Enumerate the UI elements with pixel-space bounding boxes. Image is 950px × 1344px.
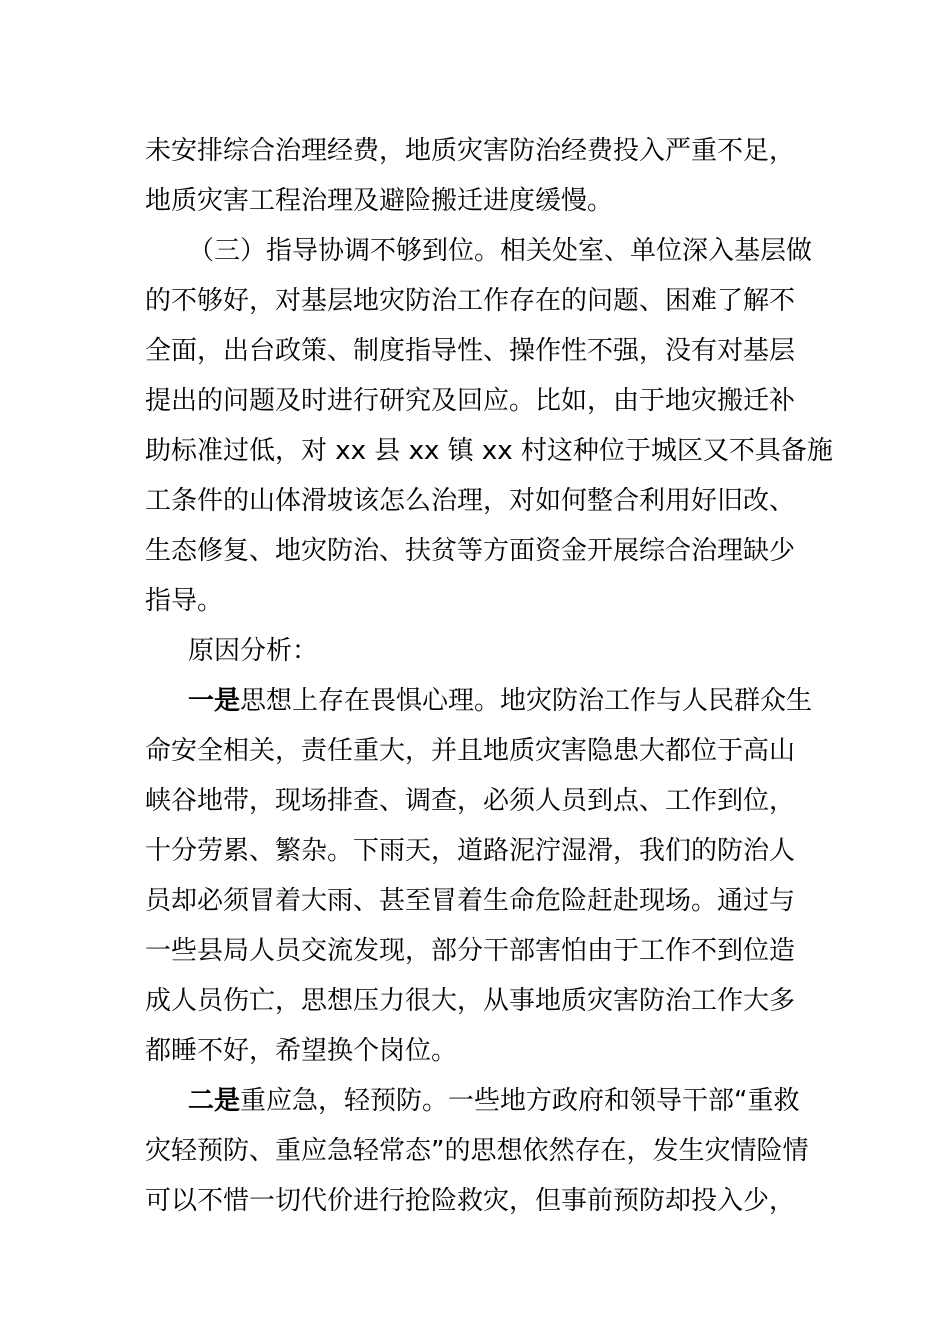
reason-one-first-line: 思想上存在畏惧心理。地灾防治工作与人民群众生 [240,686,813,716]
paragraph-funding [145,126,810,226]
text-line [145,1076,810,1126]
text-line: 指导。 [145,586,224,616]
text-line: 全面，出台政策、制度指导性、操作性不强，没有对基层 [145,336,796,366]
text-line: 一些县局人员交流发现，部分干部害怕由于工作不到位造 [145,936,796,966]
text-line: 助标准过低，对 xx 县 xx 镇 xx 村这种位于城区又不具备施 [145,436,833,466]
text-line: 峡谷地带，现场排查、调查，必须人员到点、工作到位， [145,786,796,816]
text-line: 员却必须冒着大雨、甚至冒着生命危险赶赴现场。通过与 [145,886,796,916]
cause-analysis-heading: 原因分析： [188,636,319,666]
text-line: 灾轻预防、重应急轻常态”的思想依然存在，发生灾情险情 [145,1136,809,1166]
reason-two-first-line: 重应急，轻预防。一些地方政府和领导干部“重救 [240,1086,800,1116]
cause-analysis-heading-block [145,626,810,676]
text-line: 可以不惜一切代价进行抢险救灾，但事前预防却投入少， [145,1186,796,1216]
text-line: 十分劳累、繁杂。下雨天，道路泥泞湿滑，我们的防治人 [145,836,796,866]
text-line: （三）指导协调不够到位。相关处室、单位深入基层做 [188,236,813,266]
text-line: 生态修复、地灾防治、扶贫等方面资金开展综合治理缺少 [145,536,796,566]
reason-two-lead: 二是 [188,1086,241,1116]
text-line: 工条件的山体滑坡该怎么治理，对如何整合利用好旧改、 [145,486,796,516]
paragraph-reason-one [145,676,813,1076]
text-line: 都睡不好，希望换个岗位。 [145,1036,458,1066]
text-line: 未安排综合治理经费，地质灾害防治经费投入严重不足， [145,136,796,166]
text-line [145,676,813,726]
document-body [145,126,833,1226]
text-line: 成人员伤亡，思想压力很大，从事地质灾害防治工作大多 [145,986,796,1016]
text-line: 提出的问题及时进行研究及回应。比如，由于地灾搬迁补 [145,386,796,416]
text-line: 的不够好，对基层地灾防治工作存在的问题、困难了解不 [145,286,796,316]
text-line: 地质灾害工程治理及避险搬迁进度缓慢。 [145,186,614,216]
reason-one-lead: 一是 [188,686,241,716]
paragraph-reason-two [145,1076,810,1226]
paragraph-guidance [145,226,833,626]
text-line: 命安全相关，责任重大，并且地质灾害隐患大都位于高山 [145,736,796,766]
